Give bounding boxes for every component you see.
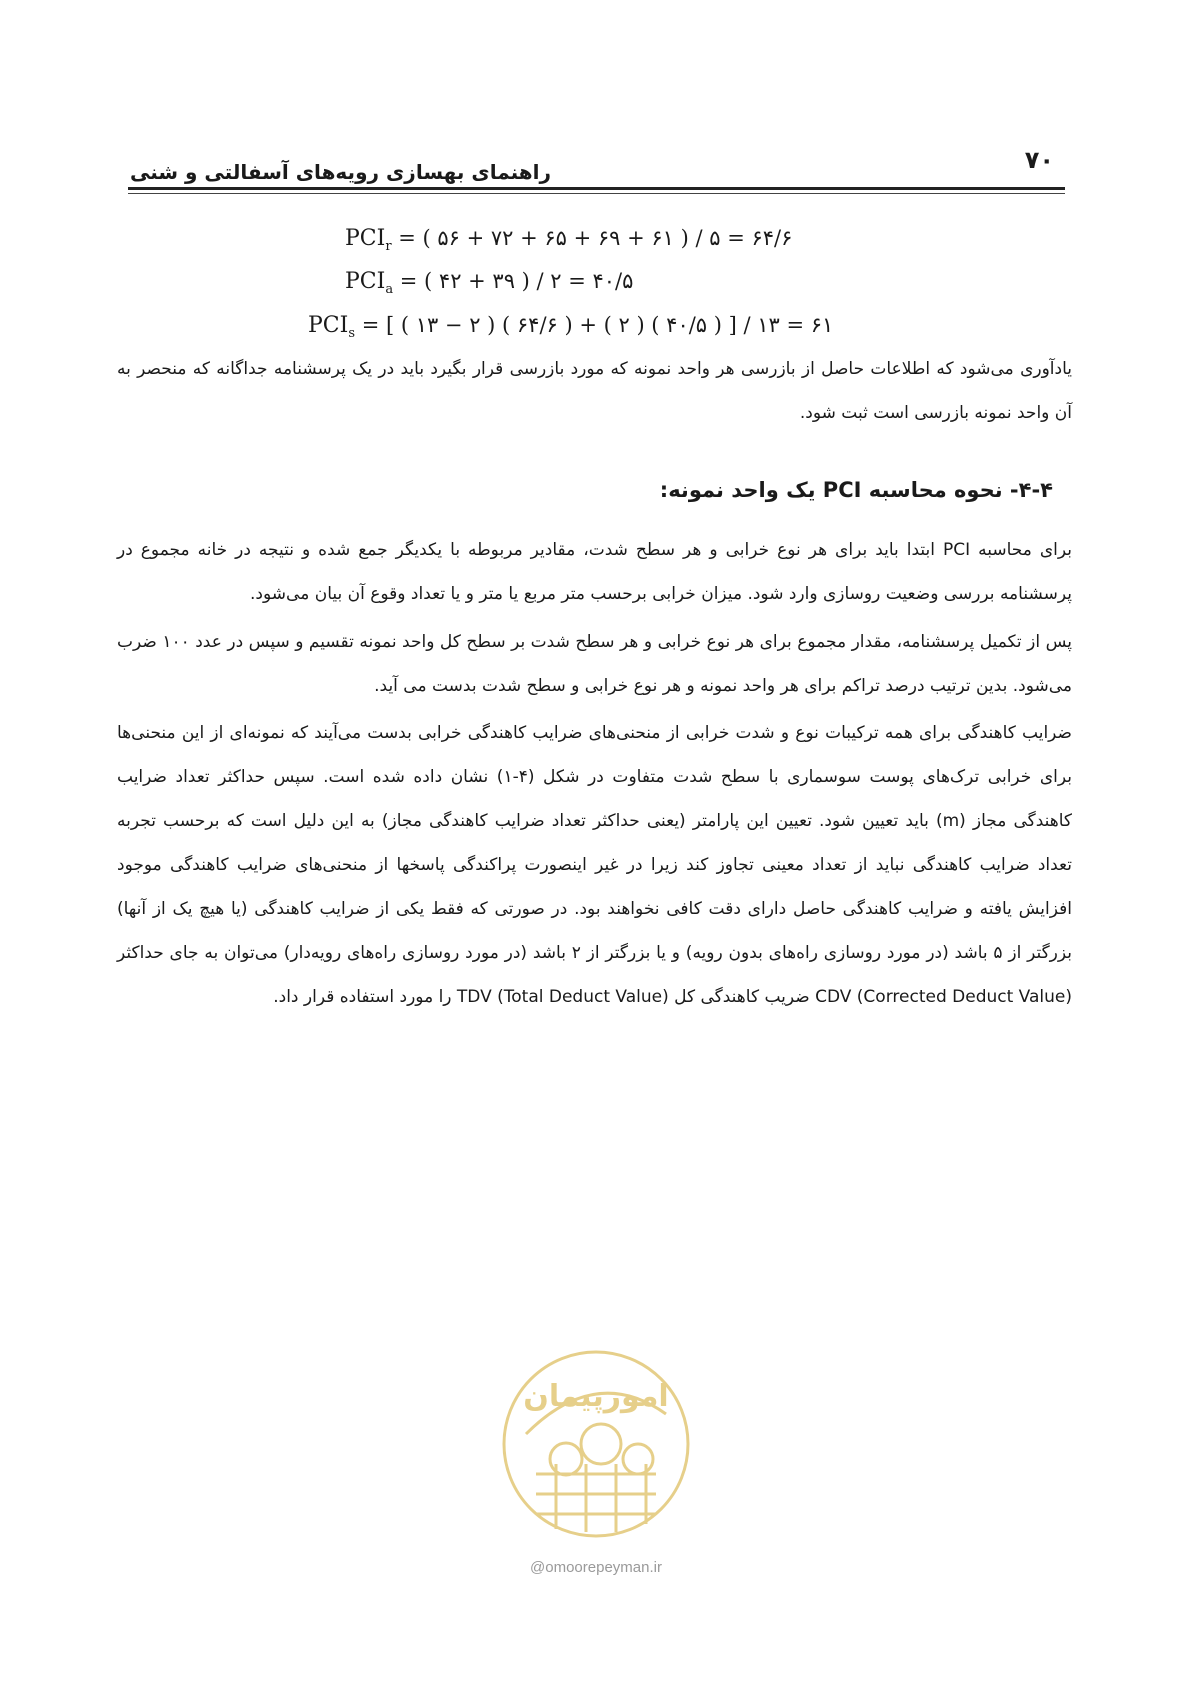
header-rule-thin	[128, 193, 1065, 194]
formula-pci-a	[345, 269, 633, 297]
formula-subscript: r	[385, 239, 392, 254]
formula-subscript: a	[385, 282, 394, 297]
deduct-paragraph: ضرایب کاهندگی برای همه ترکیبات نوع و شدت خرابی از منحنی‌های ضرایب کاهندگی خرابی بدست می‌آیند که نمونه‌ای از این منحنی‌ها برای خرابی ترک‌های پوست سوسماری با سطح شدت متفاوت در شکل (۴-۱) نشان داده شده است. سپس حداکثر تعداد ضرایب کاهندگی مجاز (m) باید تعیین شود. تعیین این پارامتر (یعنی حداکثر تعداد ضرایب کاهندگی مجاز) به این دلیل است که برحسب تجربه تعداد ضرایب کاهندگی نباید از تعداد معینی تجاوز کند زیرا در غیر اینصورت پراکندگی پاسخها از منحنی‌های ضرایب کاهندگی موجود افزایش یافته و ضرایب کاهندگی حاصل دارای دقت کافی نخواهند بود. در صورتی که فقط یکی از ضرایب کاهندگی (یا هیچ یک از آنها) بزرگتر از ۵ باشد (در مورد روسازی راه‌های بدون رویه) و یا بزرگتر از ۲ باشد (در مورد روسازی راه‌های رویه‌دار) می‌توان به جای حداکثر CDV (Corrected Deduct Value) ضریب کاهندگی کل TDV (Total Deduct Value) را مورد استفاده قرار داد.	[117, 723, 1073, 1007]
formula-label: PCI	[345, 269, 386, 294]
density-paragraph: پس از تکمیل پرسشنامه، مقدار مجموع برای هر نوع خرابی و هر سطح شدت بر سطح کل واحد نمونه تقسیم و سپس در عدد ۱۰۰ ضرب می‌شود. بدین ترتیب درصد تراکم برای هر واحد نمونه و هر نوع خرابی و سطح شدت بدست می آید.	[117, 632, 1072, 696]
formula-pci-s	[308, 313, 833, 341]
formula-expression: = [ ( ۱۳ − ۲ ) ( ۶۴/۶ ) + ( ۲ ) ( ۴۰/۵ ) ] / ۱۳ = ۶۱	[361, 313, 834, 337]
formula-subscript: s	[348, 326, 355, 341]
running-title: راهنمای بهسازی رویه‌های آسفالتی و شنی	[130, 160, 552, 184]
reminder-paragraph: یادآوری می‌شود که اطلاعات حاصل از بازرسی هر واحد نمونه که مورد بازرسی قرار بگیرد باید در یک پرسشنامه جداگانه که منحصر به آن واحد نمونه بازرسی است ثبت شود.	[117, 359, 1072, 423]
formula-label: PCI	[345, 226, 386, 251]
page-number: ۷۰	[1024, 146, 1054, 174]
formula-label: PCI	[308, 313, 349, 338]
formula-expression: = ( ۴۲ + ۳۹ ) / ۲ = ۴۰/۵	[399, 269, 634, 293]
formula-expression: = ( ۵۶ + ۷۲ + ۶۵ + ۶۹ + ۶۱ ) / ۵ = ۶۴/۶	[398, 226, 793, 250]
watermark-logo-text: امورپیمان	[523, 1379, 669, 1414]
calc-paragraph: برای محاسبه PCI ابتدا باید برای هر نوع خرابی و هر سطح شدت، مقادیر مربوطه با یکدیگر جمع شده و نتیجه در خانه مجموع در پرسشنامه بررسی وضعیت روسازی وارد شود. میزان خرابی برحسب متر مربع یا متر و یا تعداد وقوع آن بیان می‌شود.	[117, 540, 1072, 604]
header-rule	[128, 187, 1065, 190]
section-heading: ۴-۴- نحوه محاسبه PCI یک واحد نمونه:	[659, 478, 1053, 502]
watermark-site: @omoorepeyman.ir	[530, 1559, 662, 1576]
formula-pci-r	[345, 226, 792, 254]
watermark-logo	[496, 1344, 696, 1554]
